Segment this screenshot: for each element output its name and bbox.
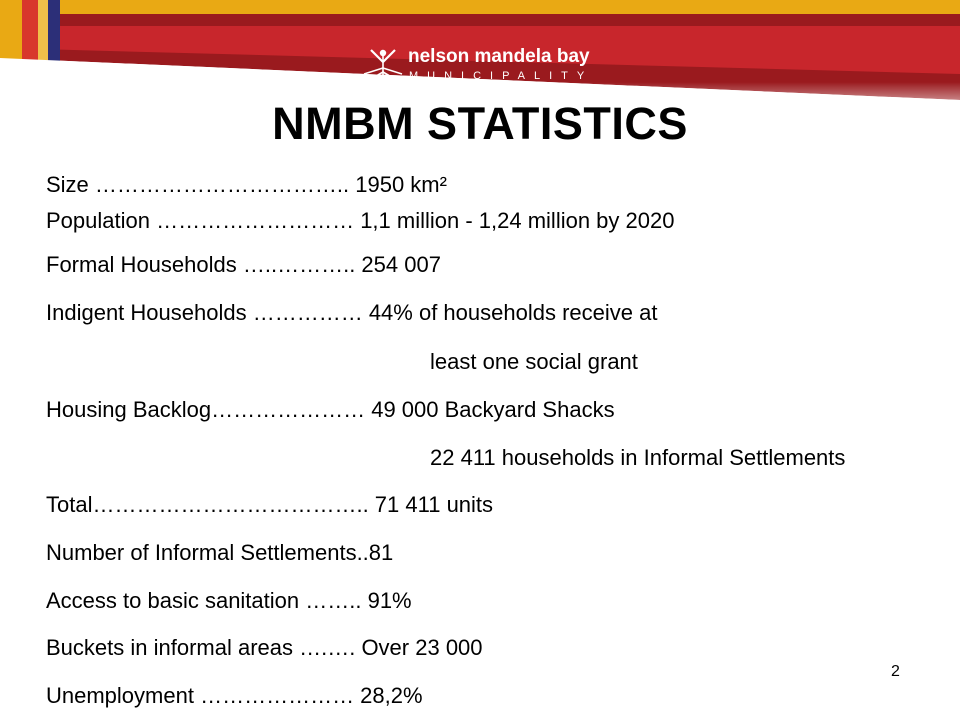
stat-informal-settlements: Number of Informal Settlements..81	[46, 540, 394, 565]
logo-figure-icon	[362, 42, 404, 90]
stat-sanitation: Access to basic sanitation …….. 91%	[46, 588, 412, 613]
page-title: NMBM STATISTICS	[272, 98, 688, 149]
municipality-logo	[362, 42, 592, 92]
stat-formal-households: Formal Households …..……….. 254 007	[46, 252, 441, 277]
stat-housing-backlog: Housing Backlog………………… 49 000 Backyard Shacks	[46, 397, 615, 422]
stat-size: Size …………………………….. 1950 km²	[46, 172, 447, 197]
stat-buckets: Buckets in informal areas ….…. Over 23 000	[46, 635, 483, 660]
stat-total: Total……………………………….. 71 411 units	[46, 492, 494, 517]
logo-subtitle: MUNICIPALITY	[409, 70, 594, 82]
stat-unemployment: Unemployment ………………… 28,2%	[46, 683, 423, 708]
stat-housing-backlog-cont: 22 411 households in Informal Settlements	[430, 445, 846, 470]
stat-indigent-households-cont: least one social grant	[430, 349, 638, 374]
logo-name: nelson mandela bay	[408, 46, 590, 67]
stat-population: Population ……………………… 1,1 million - 1,24 million by 2020	[46, 208, 675, 233]
page-number: 2	[891, 663, 900, 680]
stat-indigent-households: Indigent Households …………… 44% of households receive at	[46, 300, 658, 325]
